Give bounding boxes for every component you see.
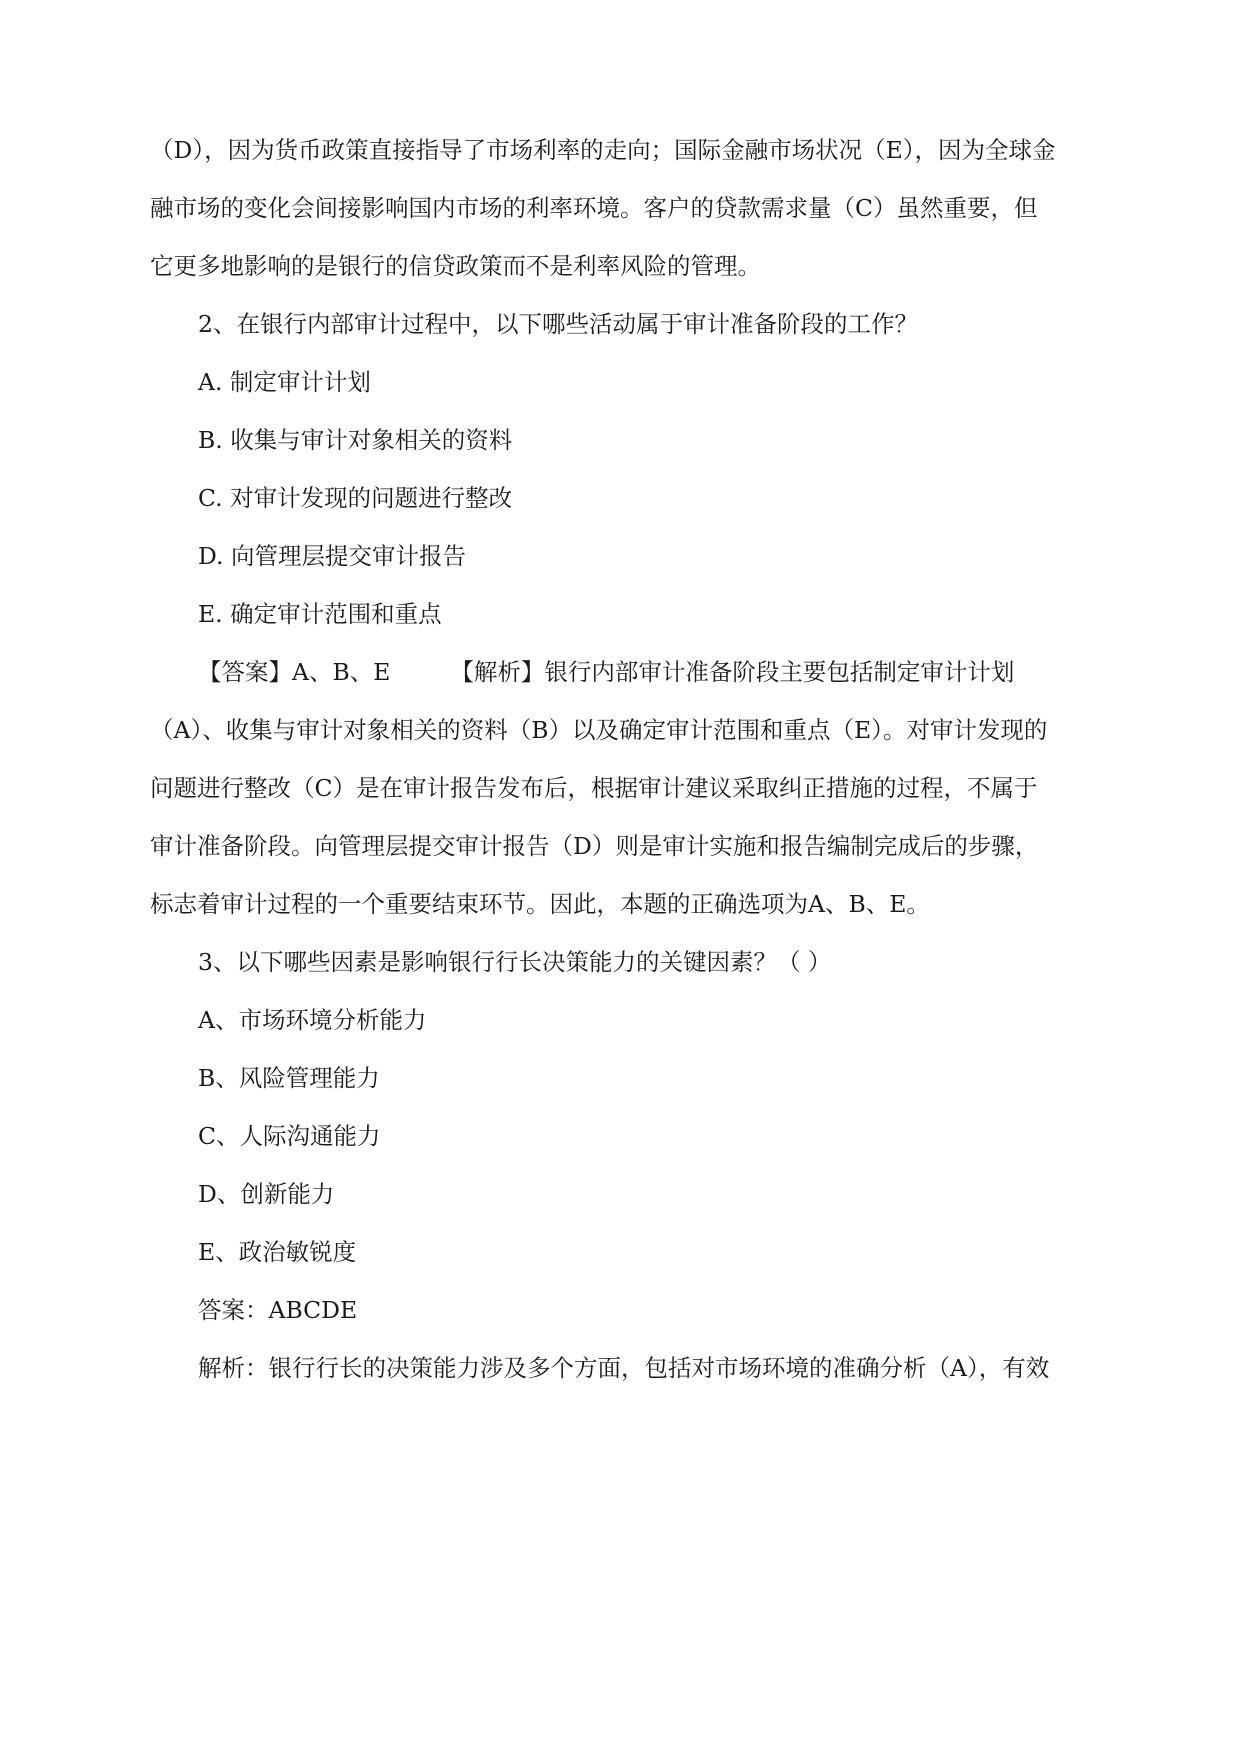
question-2-option-e: E. 确定审计范围和重点 (198, 600, 442, 628)
question-2-option-c: C. 对审计发现的问题进行整改 (198, 484, 513, 512)
question-2-option-a: A. 制定审计计划 (198, 368, 371, 396)
question-2-answer: 【答案】A、B、E (198, 658, 391, 686)
question-3-option-a: A、市场环境分析能力 (198, 1006, 427, 1034)
question-2-explanation-head: 【解析】银行内部审计准备阶段主要包括制定审计计划 (450, 658, 1015, 686)
question-2-option-b: B. 收集与审计对象相关的资料 (198, 426, 513, 454)
question-2-explanation-line: 问题进行整改（C）是在审计报告发布后，根据审计建议采取纠正措施的过程，不属于 (150, 774, 1038, 802)
question-3-text: 3、以下哪些因素是影响银行行长决策能力的关键因素？（ ） (198, 948, 832, 976)
question-3-option-b: B、风险管理能力 (198, 1064, 380, 1092)
paragraph-line: 融市场的变化会间接影响国内市场的利率环境。客户的贷款需求量（C）虽然重要，但 (150, 194, 1038, 222)
question-2-explanation-line: （A）、收集与审计对象相关的资料（B）以及确定审计范围和重点（E）。对审计发现的 (150, 716, 1048, 744)
question-3-option-c: C、人际沟通能力 (198, 1122, 381, 1150)
question-3-explanation: 解析：银行行长的决策能力涉及多个方面，包括对市场环境的准确分析（A），有效 (198, 1354, 1050, 1382)
question-2-option-d: D. 向管理层提交审计报告 (198, 542, 466, 570)
paragraph-line: 它更多地影响的是银行的信贷政策而不是利率风险的管理。 (150, 252, 761, 280)
question-3-answer: 答案：ABCDE (198, 1296, 358, 1324)
question-2-explanation-line: 标志着审计过程的一个重要结束环节。因此，本题的正确选项为A、B、E。 (150, 890, 930, 918)
question-2-explanation-line: 审计准备阶段。向管理层提交审计报告（D）则是审计实施和报告编制完成后的步骤， (150, 832, 1039, 860)
paragraph-line: （D），因为货币政策直接指导了市场利率的走向；国际金融市场状况（E），因为全球金 (150, 136, 1056, 164)
question-2-answer-row (198, 657, 1014, 687)
question-3-option-d: D、创新能力 (198, 1180, 335, 1208)
question-2-text: 2、在银行内部审计过程中，以下哪些活动属于审计准备阶段的工作？ (198, 310, 918, 338)
question-3-option-e: E、政治敏锐度 (198, 1238, 357, 1266)
